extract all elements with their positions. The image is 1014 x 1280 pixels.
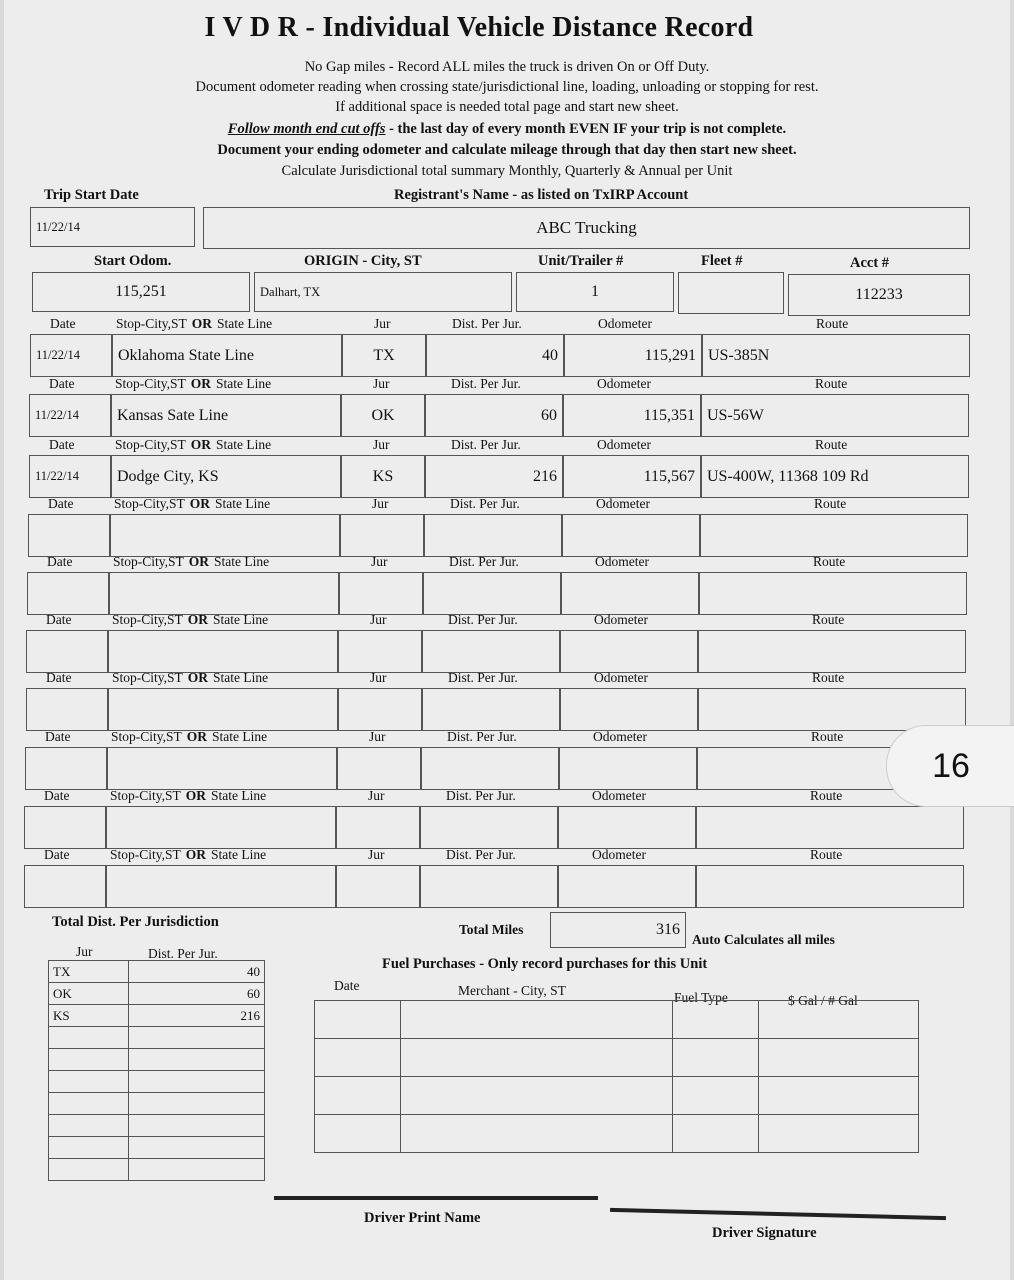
fuel-type-header: Fuel Type <box>674 990 728 1005</box>
stop-header-b: State Line <box>216 437 272 452</box>
jur-header: Jur <box>373 376 390 391</box>
tally-row <box>49 1115 265 1137</box>
odometer-cell[interactable]: 115,291 <box>564 334 702 377</box>
route-cell[interactable] <box>699 572 967 615</box>
stop-header-b: State Line <box>211 788 267 803</box>
stop-header-or: OR <box>190 437 212 452</box>
dist-cell[interactable] <box>420 806 558 849</box>
tally-jur-header: Jur <box>76 944 93 959</box>
jur-cell[interactable] <box>336 806 420 849</box>
route-cell[interactable]: US-56W <box>701 394 969 437</box>
fuel-title: Fuel Purchases - Only record purchases for this Unit <box>382 956 708 972</box>
stop-header-or: OR <box>191 316 213 331</box>
cutoff-rest: - the last day of every month EVEN IF your trip is not complete. <box>385 121 787 137</box>
fuel-row <box>315 1039 919 1077</box>
tally-row <box>49 1071 265 1093</box>
fuel-merchant-cell[interactable] <box>401 1077 673 1115</box>
tally-jur-cell[interactable]: OK <box>49 983 129 1005</box>
date-header: Date <box>47 554 73 569</box>
tally-row <box>49 1159 265 1181</box>
acct-field[interactable]: 112233 <box>788 274 970 316</box>
tally-row <box>49 1027 265 1049</box>
tally-jur-cell[interactable] <box>49 1071 129 1093</box>
fuel-row <box>315 1001 919 1039</box>
jur-header: Jur <box>369 729 386 744</box>
odometer-cell[interactable]: 115,567 <box>563 455 701 498</box>
route-header: Route <box>812 612 845 627</box>
fuel-gal-cell[interactable] <box>759 1077 919 1115</box>
stop-header-or: OR <box>187 612 209 627</box>
odometer-cell[interactable] <box>560 688 698 731</box>
tally-jur-cell[interactable] <box>49 1137 129 1159</box>
dist-header: Dist. Per Jur. <box>451 376 521 391</box>
route-cell[interactable]: US-385N <box>702 334 970 377</box>
stop-cell[interactable] <box>106 806 336 849</box>
dist-cell[interactable] <box>424 514 562 557</box>
summary-line: Calculate Jurisdictional total summary Monthly, Quarterly & Annual per Unit <box>281 163 733 179</box>
stop-header-a: Stop-City,ST <box>110 788 181 803</box>
tally-jur-cell[interactable]: KS <box>49 1005 129 1027</box>
fuel-type-cell[interactable] <box>673 1039 759 1077</box>
page-count-badge: 16 <box>886 725 1014 807</box>
stop-header-a: Stop-City,ST <box>112 612 183 627</box>
signature-line <box>610 1208 946 1220</box>
date-header: Date <box>48 496 74 511</box>
jur-cell[interactable] <box>336 865 420 908</box>
instruction-line-3: If additional space is needed total page and start new sheet. <box>335 99 679 115</box>
date-cell[interactable] <box>25 747 107 790</box>
tally-dist-cell[interactable] <box>129 1071 265 1093</box>
route-header: Route <box>810 847 843 862</box>
odometer-cell[interactable] <box>561 572 699 615</box>
jur-cell[interactable] <box>340 514 424 557</box>
driver-signature-label: Driver Signature <box>712 1225 817 1241</box>
stop-header-b: State Line <box>212 729 268 744</box>
odometer-cell[interactable]: 115,351 <box>563 394 701 437</box>
origin-field[interactable]: Dalhart, TX <box>254 272 512 312</box>
auto-calc-note: Auto Calculates all miles <box>692 932 835 947</box>
route-header: Route <box>814 496 847 511</box>
odometer-header: Odometer <box>596 496 650 511</box>
odometer-header: Odometer <box>592 847 646 862</box>
print-name-line <box>274 1196 598 1200</box>
date-cell[interactable] <box>26 630 108 673</box>
total-miles-field: 316 <box>550 912 686 948</box>
tally-row <box>49 1093 265 1115</box>
date-cell[interactable] <box>24 865 106 908</box>
dist-cell[interactable] <box>422 630 560 673</box>
jur-header: Jur <box>371 554 388 569</box>
jur-header: Jur <box>368 788 385 803</box>
odometer-header: Odometer <box>598 316 652 331</box>
tally-dist-cell[interactable] <box>129 1137 265 1159</box>
stop-cell[interactable] <box>108 630 338 673</box>
stop-header-b: State Line <box>211 847 267 862</box>
unit-label: Unit/Trailer # <box>538 253 624 269</box>
total-per-jur-label: Total Dist. Per Jurisdiction <box>52 914 219 930</box>
odometer-cell[interactable] <box>558 865 696 908</box>
fleet-field[interactable] <box>678 272 784 314</box>
route-header: Route <box>816 316 849 331</box>
dist-cell[interactable]: 40 <box>426 334 564 377</box>
tally-jur-cell[interactable] <box>49 1049 129 1071</box>
driver-print-name-label: Driver Print Name <box>364 1210 481 1226</box>
date-header: Date <box>50 316 76 331</box>
fuel-row <box>315 1115 919 1153</box>
tally-dist-header: Dist. Per Jur. <box>148 946 218 961</box>
dist-header: Dist. Per Jur. <box>446 847 516 862</box>
dist-header: Dist. Per Jur. <box>446 788 516 803</box>
tally-row <box>49 961 265 983</box>
dist-cell[interactable] <box>420 865 558 908</box>
tally-row <box>49 1005 265 1027</box>
jur-cell[interactable] <box>338 688 422 731</box>
cutoff-emphasis: Follow month end cut offs <box>227 121 386 137</box>
route-cell[interactable] <box>700 514 968 557</box>
stop-header-b: State Line <box>215 496 271 511</box>
stop-header-b: State Line <box>214 554 270 569</box>
stop-header-a: Stop-City,ST <box>111 729 182 744</box>
stop-header-or: OR <box>190 376 212 391</box>
stop-header-a: Stop-City,ST <box>116 316 187 331</box>
origin-label: ORIGIN - City, ST <box>304 253 422 269</box>
stop-cell[interactable] <box>110 514 340 557</box>
stop-header <box>112 612 268 628</box>
stop-header-a: Stop-City,ST <box>112 670 183 685</box>
stop-header-a: Stop-City,ST <box>110 847 181 862</box>
odometer-header: Odometer <box>594 670 648 685</box>
stop-cell[interactable] <box>108 688 338 731</box>
dist-cell[interactable] <box>423 572 561 615</box>
route-header: Route <box>813 554 846 569</box>
stop-header <box>114 496 270 512</box>
fuel-date-header: Date <box>334 978 360 993</box>
dist-header: Dist. Per Jur. <box>451 437 521 452</box>
date-header: Date <box>46 612 72 627</box>
date-cell[interactable]: 11/22/14 <box>29 394 111 437</box>
date-header: Date <box>49 376 75 391</box>
dist-header: Dist. Per Jur. <box>448 670 518 685</box>
tally-dist-cell[interactable] <box>129 1093 265 1115</box>
route-cell[interactable]: US-400W, 11368 109 Rd <box>701 455 969 498</box>
dist-header: Dist. Per Jur. <box>447 729 517 744</box>
tally-row <box>49 983 265 1005</box>
tally-jur-cell[interactable] <box>49 1115 129 1137</box>
dist-cell[interactable]: 60 <box>425 394 563 437</box>
date-cell[interactable]: 11/22/14 <box>30 334 112 377</box>
date-header: Date <box>49 437 75 452</box>
tally-row <box>49 1049 265 1071</box>
stop-header-or: OR <box>187 670 209 685</box>
stop-header <box>115 437 271 453</box>
odometer-header: Odometer <box>595 554 649 569</box>
tally-jur-cell[interactable] <box>49 1093 129 1115</box>
ivdr-form-sheet <box>4 0 1010 1280</box>
stop-header-or: OR <box>185 788 207 803</box>
stop-cell[interactable]: Kansas Sate Line <box>111 394 341 437</box>
tally-jur-cell[interactable] <box>49 1159 129 1181</box>
jur-header: Jur <box>372 496 389 511</box>
date-cell[interactable] <box>27 572 109 615</box>
date-header: Date <box>44 788 70 803</box>
fuel-row <box>315 1077 919 1115</box>
stop-header <box>111 729 267 745</box>
unit-field[interactable]: 1 <box>516 272 674 312</box>
date-cell[interactable] <box>24 806 106 849</box>
odometer-cell[interactable] <box>562 514 700 557</box>
fuel-merchant-header: Merchant - City, ST <box>458 983 566 998</box>
route-cell[interactable] <box>696 865 964 908</box>
dist-header: Dist. Per Jur. <box>452 316 522 331</box>
tally-dist-cell[interactable] <box>129 1159 265 1181</box>
jur-header: Jur <box>374 316 391 331</box>
date-header: Date <box>45 729 71 744</box>
dist-cell[interactable] <box>422 688 560 731</box>
fuel-date-cell[interactable] <box>315 1001 401 1039</box>
odometer-cell[interactable] <box>559 747 697 790</box>
fuel-gal-cell[interactable] <box>759 1039 919 1077</box>
date-cell[interactable]: 11/22/14 <box>29 455 111 498</box>
route-cell[interactable] <box>698 630 966 673</box>
route-header: Route <box>811 729 844 744</box>
fleet-label: Fleet # <box>701 253 743 269</box>
stop-header <box>115 376 271 392</box>
jur-header: Jur <box>370 670 387 685</box>
tally-dist-cell[interactable]: 40 <box>129 961 265 983</box>
fuel-type-cell[interactable] <box>673 1001 759 1039</box>
tally-jur-cell[interactable]: TX <box>49 961 129 983</box>
jur-header: Jur <box>370 612 387 627</box>
fuel-type-cell[interactable] <box>673 1115 759 1153</box>
fuel-gal-header: $ Gal / # Gal <box>788 993 858 1008</box>
route-cell[interactable] <box>696 806 964 849</box>
tally-dist-cell[interactable] <box>129 1115 265 1137</box>
fuel-date-cell[interactable] <box>315 1077 401 1115</box>
stop-header <box>113 554 269 570</box>
stop-header-or: OR <box>189 496 211 511</box>
jur-cell[interactable] <box>338 630 422 673</box>
stop-header <box>116 316 272 332</box>
stop-cell[interactable] <box>106 865 336 908</box>
registrant-field[interactable]: ABC Trucking <box>203 207 970 249</box>
stop-header <box>110 847 266 863</box>
odometer-cell[interactable] <box>560 630 698 673</box>
stop-header-a: Stop-City,ST <box>113 554 184 569</box>
route-header: Route <box>812 670 845 685</box>
fuel-date-cell[interactable] <box>315 1039 401 1077</box>
fuel-purchases-table <box>314 1000 919 1153</box>
stop-header-or: OR <box>188 554 210 569</box>
jur-cell[interactable]: KS <box>341 455 425 498</box>
stop-header-a: Stop-City,ST <box>115 437 186 452</box>
stop-cell[interactable] <box>109 572 339 615</box>
ending-line: Document your ending odometer and calculate mileage through that day then start new sheet. <box>217 142 797 158</box>
total-miles-label: Total Miles <box>459 922 524 937</box>
fuel-merchant-cell[interactable] <box>401 1115 673 1153</box>
stop-header-b: State Line <box>217 316 273 331</box>
dist-cell[interactable]: 216 <box>425 455 563 498</box>
fuel-merchant-cell[interactable] <box>401 1001 673 1039</box>
tally-dist-cell[interactable] <box>129 1049 265 1071</box>
tally-dist-cell[interactable]: 60 <box>129 983 265 1005</box>
stop-header <box>112 670 268 686</box>
cutoff-line <box>4 119 1010 139</box>
date-cell[interactable] <box>28 514 110 557</box>
jur-cell[interactable]: TX <box>342 334 426 377</box>
odometer-header: Odometer <box>594 612 648 627</box>
route-header: Route <box>810 788 843 803</box>
jur-header: Jur <box>368 847 385 862</box>
jurisdiction-totals-table <box>48 960 265 1181</box>
stop-header-b: State Line <box>213 670 269 685</box>
trip-start-label: Trip Start Date <box>44 187 139 203</box>
start-odom-field[interactable]: 115,251 <box>32 272 250 312</box>
tally-row <box>49 1137 265 1159</box>
odometer-header: Odometer <box>593 729 647 744</box>
jur-cell[interactable]: OK <box>341 394 425 437</box>
fuel-merchant-cell[interactable] <box>401 1039 673 1077</box>
form-title: I V D R - Individual Vehicle Distance Record <box>204 12 754 43</box>
odometer-cell[interactable] <box>558 806 696 849</box>
stop-cell[interactable]: Dodge City, KS <box>111 455 341 498</box>
date-header: Date <box>46 670 72 685</box>
jur-cell[interactable] <box>337 747 421 790</box>
odometer-header: Odometer <box>597 437 651 452</box>
jur-cell[interactable] <box>339 572 423 615</box>
odometer-header: Odometer <box>592 788 646 803</box>
tally-dist-cell[interactable]: 216 <box>129 1005 265 1027</box>
trip-start-field[interactable]: 11/22/14 <box>30 207 195 247</box>
stop-cell[interactable]: Oklahoma State Line <box>112 334 342 377</box>
fuel-date-cell[interactable] <box>315 1115 401 1153</box>
instruction-line-1: No Gap miles - Record ALL miles the truck is driven On or Off Duty. <box>304 59 710 75</box>
tally-dist-cell[interactable] <box>129 1027 265 1049</box>
instruction-line-2: Document odometer reading when crossing state/jurisdictional line, loading, unloading or stopping for rest. <box>195 79 819 95</box>
dist-header: Dist. Per Jur. <box>448 612 518 627</box>
fuel-gal-cell[interactable] <box>759 1001 919 1039</box>
registrant-label: Registrant's Name - as listed on TxIRP Account <box>394 187 689 203</box>
tally-jur-cell[interactable] <box>49 1027 129 1049</box>
fuel-type-cell[interactable] <box>673 1077 759 1115</box>
route-header: Route <box>815 376 848 391</box>
fuel-gal-cell[interactable] <box>759 1115 919 1153</box>
date-header: Date <box>44 847 70 862</box>
stop-header-a: Stop-City,ST <box>115 376 186 391</box>
stop-header-b: State Line <box>213 612 269 627</box>
dist-header: Dist. Per Jur. <box>449 554 519 569</box>
stop-header-or: OR <box>186 729 208 744</box>
jur-header: Jur <box>373 437 390 452</box>
acct-label: Acct # <box>850 255 890 271</box>
stop-header-b: State Line <box>216 376 272 391</box>
stop-header-a: Stop-City,ST <box>114 496 185 511</box>
date-cell[interactable] <box>26 688 108 731</box>
odometer-header: Odometer <box>597 376 651 391</box>
stop-header-or: OR <box>185 847 207 862</box>
stop-header <box>110 788 266 804</box>
stop-cell[interactable] <box>107 747 337 790</box>
start-odom-label: Start Odom. <box>94 253 172 269</box>
dist-header: Dist. Per Jur. <box>450 496 520 511</box>
dist-cell[interactable] <box>421 747 559 790</box>
route-header: Route <box>815 437 848 452</box>
